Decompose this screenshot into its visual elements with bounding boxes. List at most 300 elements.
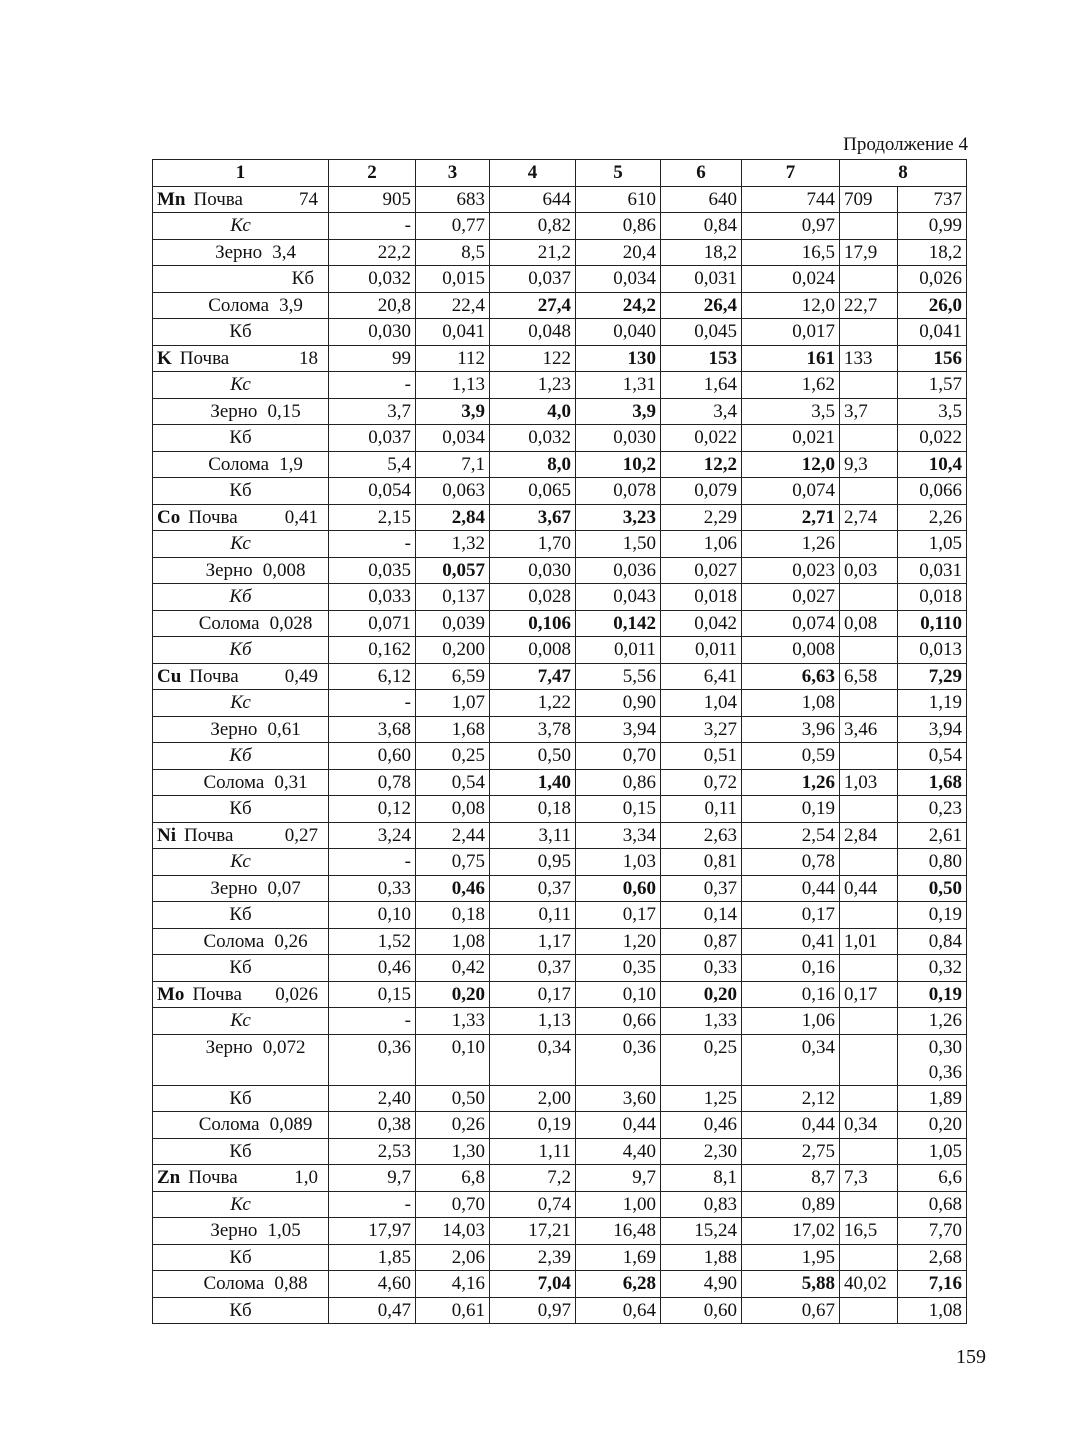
cell-col-8b: 0,031	[898, 557, 967, 584]
cell-col-3: 22,4	[416, 292, 490, 319]
material-name: Зерно	[210, 877, 258, 899]
cell-col-4: 0,82	[490, 213, 576, 240]
cell-col-8a: 0,03	[840, 557, 898, 584]
table-row	[153, 1271, 967, 1298]
cell-col-7: 0,16	[742, 955, 840, 982]
cell-col-7: 2,12	[742, 1085, 840, 1112]
table-row	[153, 849, 967, 876]
material-name: Солома	[203, 771, 265, 793]
cell-col-6: 0,72	[661, 769, 742, 796]
cell-col-7: 0,024	[742, 266, 840, 293]
cell-col-8b: 10,4	[898, 451, 967, 478]
cell-col-8b: 3,5	[898, 398, 967, 425]
cell-col-2: 9,7	[329, 1165, 416, 1192]
cell-col-5: 0,44	[576, 1112, 661, 1139]
table-row	[153, 239, 967, 266]
base-value: 0,089	[269, 1114, 313, 1136]
material-name: Зерно	[210, 718, 258, 740]
base-value: 3,4	[272, 241, 296, 263]
element-symbol: Cu	[157, 665, 182, 687]
cell-col-2: 2,40	[329, 1085, 416, 1112]
cell-col-4: 21,2	[490, 239, 576, 266]
cell-col-3: 1,08	[416, 928, 490, 955]
cell-col-3: 6,59	[416, 663, 490, 690]
cell-col-7: 0,89	[742, 1191, 840, 1218]
header-col-8: 8	[840, 160, 967, 187]
cell-col-2: 2,53	[329, 1138, 416, 1165]
coefficient-label: Кс	[230, 1010, 251, 1032]
cell-col-2: 0,035	[329, 557, 416, 584]
material-name: Зерно	[205, 1036, 253, 1058]
row-label	[153, 690, 329, 717]
cell-col-6: 0,14	[661, 902, 742, 929]
cell-col-6: 3,4	[661, 398, 742, 425]
cell-col-7: 0,021	[742, 425, 840, 452]
cell-col-7: 12,0	[742, 292, 840, 319]
table-row	[153, 1034, 967, 1085]
cell-col-6: 0,51	[661, 743, 742, 770]
cell-col-3: 6,8	[416, 1165, 490, 1192]
cell-col-4: 3,11	[490, 822, 576, 849]
cell-col-8b: 2,68	[898, 1244, 967, 1271]
cell-col-4: 27,4	[490, 292, 576, 319]
cell-col-4: 0,37	[490, 875, 576, 902]
table-row	[153, 981, 967, 1008]
base-value: 1,9	[279, 453, 303, 475]
row-label	[153, 743, 329, 770]
cell-col-6: 2,30	[661, 1138, 742, 1165]
cell-col-5: 0,011	[576, 637, 661, 664]
cell-col-2: 0,36	[329, 1034, 416, 1085]
cell-col-7: 0,16	[742, 981, 840, 1008]
base-value: 0,15	[267, 400, 301, 422]
table-row	[153, 186, 967, 213]
table-row	[153, 1218, 967, 1245]
cell-col-8a	[840, 531, 898, 558]
cell-col-3: 1,68	[416, 716, 490, 743]
table-row	[153, 716, 967, 743]
cell-col-8b: 1,57	[898, 372, 967, 399]
cell-col-8b: 156	[898, 345, 967, 372]
cell-col-4: 1,13	[490, 1008, 576, 1035]
row-label	[153, 1008, 329, 1035]
cell-col-8a: 1,03	[840, 769, 898, 796]
cell-col-3: 112	[416, 345, 490, 372]
element-symbol: Co	[157, 506, 181, 528]
cell-col-8b: 1,26	[898, 1008, 967, 1035]
cell-col-2: -	[329, 372, 416, 399]
table-row	[153, 690, 967, 717]
cell-col-2: -	[329, 213, 416, 240]
cell-col-2: -	[329, 1008, 416, 1035]
cell-col-8a	[840, 478, 898, 505]
cell-col-3: 0,039	[416, 610, 490, 637]
base-value: 0,49	[284, 665, 318, 687]
cell-col-3: 0,041	[416, 319, 490, 346]
cell-col-6: 0,37	[661, 875, 742, 902]
cell-col-7: 0,017	[742, 319, 840, 346]
table-row	[153, 928, 967, 955]
row-label	[153, 822, 329, 849]
cell-col-4: 1,17	[490, 928, 576, 955]
header-col-3: 3	[416, 160, 490, 187]
cell-col-4: 2,00	[490, 1085, 576, 1112]
cell-value-extra: 0,36	[928, 1061, 962, 1083]
base-value: 0,026	[275, 983, 318, 1005]
cell-col-8b: 0,026	[898, 266, 967, 293]
cell-col-6: 0,83	[661, 1191, 742, 1218]
cell-col-7: 16,5	[742, 239, 840, 266]
cell-col-4: 4,0	[490, 398, 576, 425]
cell-col-8b: 0,50	[898, 875, 967, 902]
cell-col-4: 0,048	[490, 319, 576, 346]
cell-col-2: 5,4	[329, 451, 416, 478]
base-value: 1,0	[294, 1167, 318, 1189]
cell-col-6: 0,11	[661, 796, 742, 823]
cell-col-8b: 1,05	[898, 531, 967, 558]
cell-col-8b: 0,68	[898, 1191, 967, 1218]
cell-col-5: 0,70	[576, 743, 661, 770]
row-label	[153, 981, 329, 1008]
material-name: Зерно	[210, 400, 258, 422]
cell-col-6: 0,60	[661, 1297, 742, 1324]
cell-col-6: 1,25	[661, 1085, 742, 1112]
coefficient-label: Кб	[229, 427, 252, 449]
cell-col-8a	[840, 1008, 898, 1035]
header-col-5: 5	[576, 160, 661, 187]
table-row	[153, 1191, 967, 1218]
coefficient-label: Кс	[230, 533, 251, 555]
cell-col-5: 1,20	[576, 928, 661, 955]
cell-col-2: 0,10	[329, 902, 416, 929]
cell-col-8a	[840, 213, 898, 240]
cell-col-8a: 0,17	[840, 981, 898, 1008]
cell-col-7: 1,26	[742, 769, 840, 796]
material-name: Почва	[188, 506, 238, 528]
cell-col-8a: 0,08	[840, 610, 898, 637]
cell-col-2: 1,52	[329, 928, 416, 955]
cell-col-4: 0,74	[490, 1191, 576, 1218]
cell-col-4: 0,028	[490, 584, 576, 611]
cell-col-3: 0,54	[416, 769, 490, 796]
cell-col-4: 1,40	[490, 769, 576, 796]
cell-col-6: 26,4	[661, 292, 742, 319]
cell-col-3: 0,015	[416, 266, 490, 293]
cell-col-8b: 3,94	[898, 716, 967, 743]
cell-col-4: 0,008	[490, 637, 576, 664]
cell-col-5: 0,142	[576, 610, 661, 637]
cell-col-7: 0,41	[742, 928, 840, 955]
cell-col-4: 17,21	[490, 1218, 576, 1245]
cell-col-6: 0,25	[661, 1034, 742, 1085]
cell-col-6: 0,20	[661, 981, 742, 1008]
cell-col-8b: 18,2	[898, 239, 967, 266]
cell-col-5: 0,36	[576, 1034, 661, 1085]
coefficient-label: Кс	[230, 374, 251, 396]
table-row	[153, 213, 967, 240]
row-label	[153, 1218, 329, 1245]
cell-col-6: 0,33	[661, 955, 742, 982]
cell-col-7: 1,95	[742, 1244, 840, 1271]
cell-col-7: 5,88	[742, 1271, 840, 1298]
cell-col-3: 8,5	[416, 239, 490, 266]
cell-col-7: 1,08	[742, 690, 840, 717]
cell-col-7: 0,023	[742, 557, 840, 584]
cell-col-6: 6,41	[661, 663, 742, 690]
table-row	[153, 531, 967, 558]
table-row	[153, 955, 967, 982]
element-symbol: K	[157, 347, 172, 369]
cell-col-8a	[840, 1244, 898, 1271]
cell-col-3: 0,18	[416, 902, 490, 929]
table-row	[153, 663, 967, 690]
cell-col-7: 17,02	[742, 1218, 840, 1245]
row-label	[153, 637, 329, 664]
cell-col-8a: 2,74	[840, 504, 898, 531]
row-label	[153, 451, 329, 478]
cell-col-8a	[840, 743, 898, 770]
cell-col-5: 10,2	[576, 451, 661, 478]
cell-col-6: 0,022	[661, 425, 742, 452]
row-label	[153, 531, 329, 558]
cell-col-8a: 17,9	[840, 239, 898, 266]
header-col-4: 4	[490, 160, 576, 187]
cell-col-6: 1,04	[661, 690, 742, 717]
cell-col-8b: 0,84	[898, 928, 967, 955]
cell-col-3: 0,25	[416, 743, 490, 770]
base-value: 0,88	[274, 1273, 308, 1295]
cell-col-8b: 6,6	[898, 1165, 967, 1192]
cell-col-3: 2,06	[416, 1244, 490, 1271]
row-label	[153, 1244, 329, 1271]
coefficient-label: Кб	[229, 321, 252, 343]
cell-col-5: 16,48	[576, 1218, 661, 1245]
cell-col-5: 4,40	[576, 1138, 661, 1165]
cell-col-2: 0,15	[329, 981, 416, 1008]
coefficient-label: Кб	[229, 904, 252, 926]
cell-col-5: 1,31	[576, 372, 661, 399]
row-label	[153, 1034, 329, 1085]
material-name: Солома	[208, 453, 270, 475]
cell-col-5: 0,078	[576, 478, 661, 505]
base-value: 0,31	[274, 771, 308, 793]
cell-col-2: 3,68	[329, 716, 416, 743]
cell-col-4: 0,106	[490, 610, 576, 637]
cell-col-2: -	[329, 531, 416, 558]
cell-col-7: 0,34	[742, 1034, 840, 1085]
cell-col-4: 0,37	[490, 955, 576, 982]
cell-col-8a	[840, 849, 898, 876]
cell-col-8b: 0,54	[898, 743, 967, 770]
cell-col-3: 2,84	[416, 504, 490, 531]
cell-col-5: 1,50	[576, 531, 661, 558]
cell-col-5: 0,043	[576, 584, 661, 611]
coefficient-label: Кб	[229, 586, 252, 608]
cell-col-5: 0,60	[576, 875, 661, 902]
cell-col-8a: 9,3	[840, 451, 898, 478]
table-body	[153, 186, 967, 1324]
cell-col-3: 1,33	[416, 1008, 490, 1035]
cell-col-5: 0,040	[576, 319, 661, 346]
coefficient-label: Кб	[229, 480, 252, 502]
cell-col-8a	[840, 1138, 898, 1165]
row-label	[153, 319, 329, 346]
row-label	[153, 1297, 329, 1324]
cell-col-8b: 7,16	[898, 1271, 967, 1298]
cell-col-6: 0,079	[661, 478, 742, 505]
cell-col-8b: 0,022	[898, 425, 967, 452]
cell-col-3: 0,034	[416, 425, 490, 452]
cell-col-5: 1,69	[576, 1244, 661, 1271]
cell-col-4: 0,032	[490, 425, 576, 452]
table-row	[153, 451, 967, 478]
cell-col-8b: 1,19	[898, 690, 967, 717]
table-row	[153, 743, 967, 770]
row-label	[153, 902, 329, 929]
cell-col-6: 2,63	[661, 822, 742, 849]
element-symbol: Ni	[157, 824, 176, 846]
cell-col-6: 0,018	[661, 584, 742, 611]
cell-col-7: 0,44	[742, 875, 840, 902]
table-row	[153, 1008, 967, 1035]
cell-col-5: 24,2	[576, 292, 661, 319]
table-row	[153, 584, 967, 611]
cell-col-3: 7,1	[416, 451, 490, 478]
cell-col-5: 0,66	[576, 1008, 661, 1035]
row-label	[153, 849, 329, 876]
cell-col-8b: 0,110	[898, 610, 967, 637]
cell-col-3: 0,77	[416, 213, 490, 240]
material-name: Солома	[198, 612, 260, 634]
cell-col-2: 99	[329, 345, 416, 372]
cell-col-8a	[840, 796, 898, 823]
cell-col-3: 0,42	[416, 955, 490, 982]
cell-col-8b: 0,80	[898, 849, 967, 876]
cell-col-4: 3,78	[490, 716, 576, 743]
cell-col-6: 0,84	[661, 213, 742, 240]
base-value: 0,072	[262, 1036, 306, 1058]
element-symbol: Zn	[157, 1167, 181, 1189]
cell-col-8b: 2,26	[898, 504, 967, 531]
cell-col-7: 1,26	[742, 531, 840, 558]
cell-col-6: 640	[661, 186, 742, 213]
cell-value: 0,30	[928, 1036, 962, 1058]
cell-col-3: 683	[416, 186, 490, 213]
cell-col-7: 0,59	[742, 743, 840, 770]
base-value: 3,9	[279, 294, 303, 316]
cell-col-3: 0,75	[416, 849, 490, 876]
coefficient-label: Кс	[230, 215, 251, 237]
cell-col-4: 0,95	[490, 849, 576, 876]
cell-col-4: 0,50	[490, 743, 576, 770]
cell-col-7: 0,67	[742, 1297, 840, 1324]
cell-col-5: 0,86	[576, 769, 661, 796]
cell-col-5: 3,60	[576, 1085, 661, 1112]
cell-col-8b: 26,0	[898, 292, 967, 319]
cell-col-4: 1,11	[490, 1138, 576, 1165]
cell-col-6: 3,27	[661, 716, 742, 743]
cell-col-6: 0,81	[661, 849, 742, 876]
table-row	[153, 557, 967, 584]
cell-col-8b: 0,99	[898, 213, 967, 240]
table-row	[153, 319, 967, 346]
cell-col-3: 0,50	[416, 1085, 490, 1112]
cell-col-4: 644	[490, 186, 576, 213]
coefficient-label: Кб	[229, 798, 252, 820]
table-row	[153, 1165, 967, 1192]
base-value: 18	[299, 347, 318, 369]
table-row	[153, 1112, 967, 1139]
table-row	[153, 504, 967, 531]
row-label	[153, 1191, 329, 1218]
table-row	[153, 769, 967, 796]
cell-col-8a	[840, 955, 898, 982]
cell-col-5: 0,030	[576, 425, 661, 452]
cell-col-4: 0,34	[490, 1034, 576, 1085]
cell-col-8b: 1,89	[898, 1085, 967, 1112]
cell-col-3: 3,9	[416, 398, 490, 425]
base-value: 0,61	[267, 718, 301, 740]
coefficient-label: Кб	[229, 1140, 252, 1162]
cell-col-5: 0,17	[576, 902, 661, 929]
base-value: 1,05	[267, 1220, 301, 1242]
row-label	[153, 266, 329, 293]
coefficient-label: Кс	[230, 1193, 251, 1215]
table-row	[153, 1244, 967, 1271]
table-row	[153, 875, 967, 902]
cell-col-3: 1,30	[416, 1138, 490, 1165]
cell-col-5: 0,90	[576, 690, 661, 717]
material-name: Почва	[184, 824, 234, 846]
cell-col-8b: 1,05	[898, 1138, 967, 1165]
row-label	[153, 928, 329, 955]
cell-col-3: 2,44	[416, 822, 490, 849]
cell-col-8a	[840, 584, 898, 611]
cell-col-8b: 737	[898, 186, 967, 213]
cell-col-2: 6,12	[329, 663, 416, 690]
cell-col-7: 744	[742, 186, 840, 213]
row-label	[153, 186, 329, 213]
cell-col-5: 3,94	[576, 716, 661, 743]
cell-col-6: 0,045	[661, 319, 742, 346]
cell-col-8a: 6,58	[840, 663, 898, 690]
row-label	[153, 716, 329, 743]
cell-col-2: -	[329, 690, 416, 717]
table-row	[153, 292, 967, 319]
table-row	[153, 637, 967, 664]
cell-col-4: 0,17	[490, 981, 576, 1008]
cell-col-3: 1,32	[416, 531, 490, 558]
table-row	[153, 425, 967, 452]
coefficient-label: Кб	[229, 1246, 252, 1268]
material-name: Почва	[193, 188, 243, 210]
cell-col-6: 15,24	[661, 1218, 742, 1245]
table-row	[153, 1297, 967, 1324]
cell-col-8a: 0,44	[840, 875, 898, 902]
cell-col-7: 0,17	[742, 902, 840, 929]
cell-col-8a: 1,01	[840, 928, 898, 955]
cell-col-8a	[840, 690, 898, 717]
cell-col-8a	[840, 1191, 898, 1218]
coefficient-label: Кб	[229, 1087, 252, 1109]
cell-col-7: 3,96	[742, 716, 840, 743]
cell-col-7: 0,074	[742, 478, 840, 505]
cell-col-5: 20,4	[576, 239, 661, 266]
cell-col-6: 0,87	[661, 928, 742, 955]
cell-col-7: 2,54	[742, 822, 840, 849]
material-name: Зерно	[215, 241, 263, 263]
cell-col-3: 0,20	[416, 981, 490, 1008]
